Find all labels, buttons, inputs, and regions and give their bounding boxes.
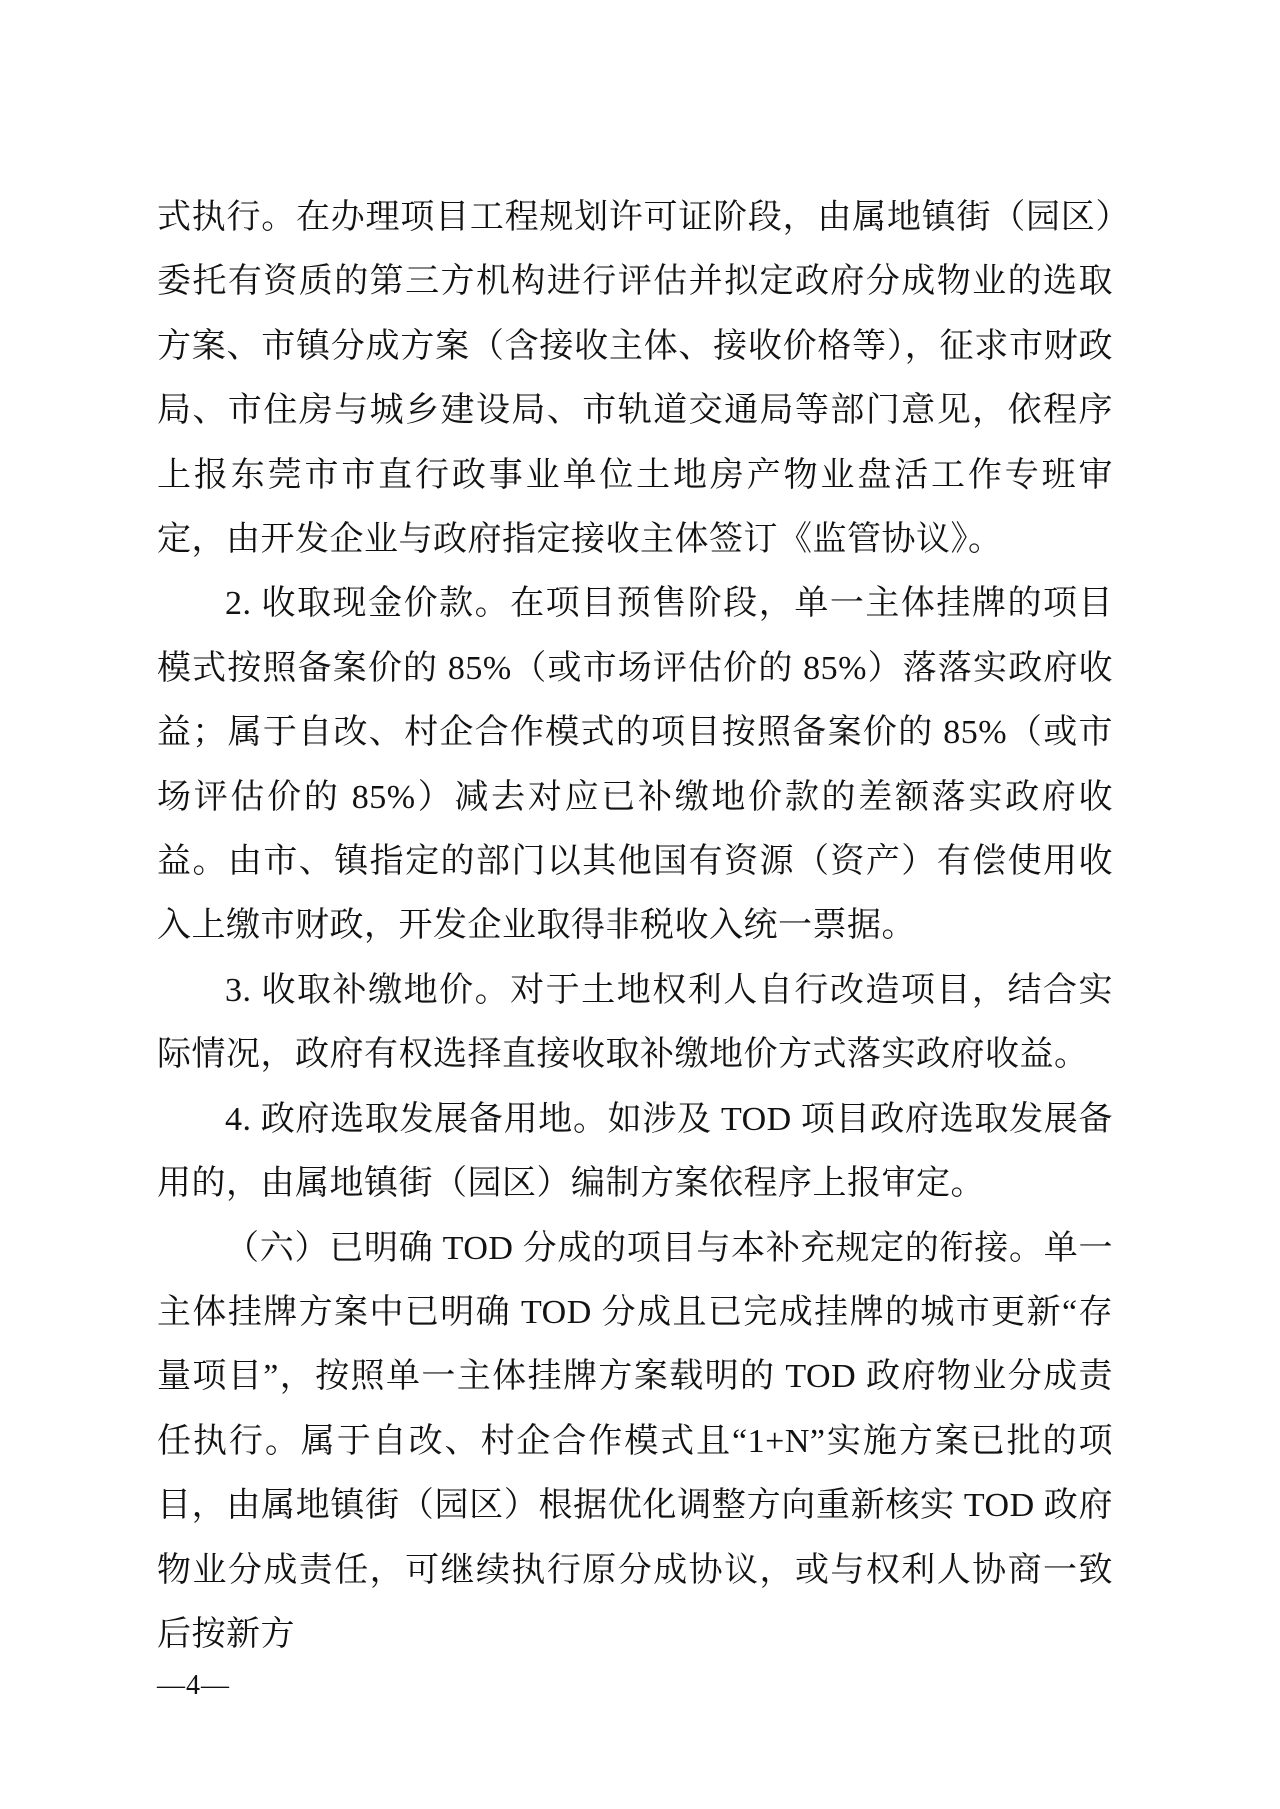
paragraph-item-4: 4. 政府选取发展备用地。如涉及 TOD 项目政府选取发展备用的，由属地镇街（园区）编制方案依程序上报审定。	[157, 1100, 1113, 1203]
document-body	[157, 186, 1113, 1667]
paragraph-section-6: （六）已明确 TOD 分成的项目与本补充规定的衔接。单一主体挂牌方案中已明确 TOD 分成且已完成挂牌的城市更新“存量项目”，按照单一主体挂牌方案载明的 TOD 政府物业分成责任执行。属于自改、村企合作模式且“1+N”实施方案已批的项目，由属地镇街（园区）根据优化调整方向重新核实 TOD 政府物业分成责任，可继续执行原分成协议，或与权利人协商一致后按新方	[157, 1229, 1113, 1653]
paragraph-continuation: 式执行。在办理项目工程规划许可证阶段，由属地镇街（园区）委托有资质的第三方机构进行评估并拟定政府分成物业的选取方案、市镇分成方案（含接收主体、接收价格等），征求市财政局、市住房与城乡建设局、市轨道交通局等部门意见，依程序上报东莞市市直行政事业单位土地房产物业盘活工作专班审定，由开发企业与政府指定接收主体签订《监管协议》。	[157, 199, 1113, 559]
paragraph-item-2: 2. 收取现金价款。在项目预售阶段，单一主体挂牌的项目模式按照备案价的 85%（或市场评估价的 85%）落落实政府收益；属于自改、村企合作模式的项目按照备案价的 85%（或市场评估价的 85%）减去对应已补缴地价款的差额落实政府收益。由市、镇指定的部门以其他国有资源（资产）有偿使用收入上缴市财政，开发企业取得非税收入统一票据。	[157, 585, 1113, 945]
paragraph-item-3: 3. 收取补缴地价。对于土地权利人自行改造项目，结合实际情况，政府有权选择直接收取补缴地价方式落实政府收益。	[157, 971, 1113, 1074]
page-number: —4—	[157, 1670, 230, 1701]
